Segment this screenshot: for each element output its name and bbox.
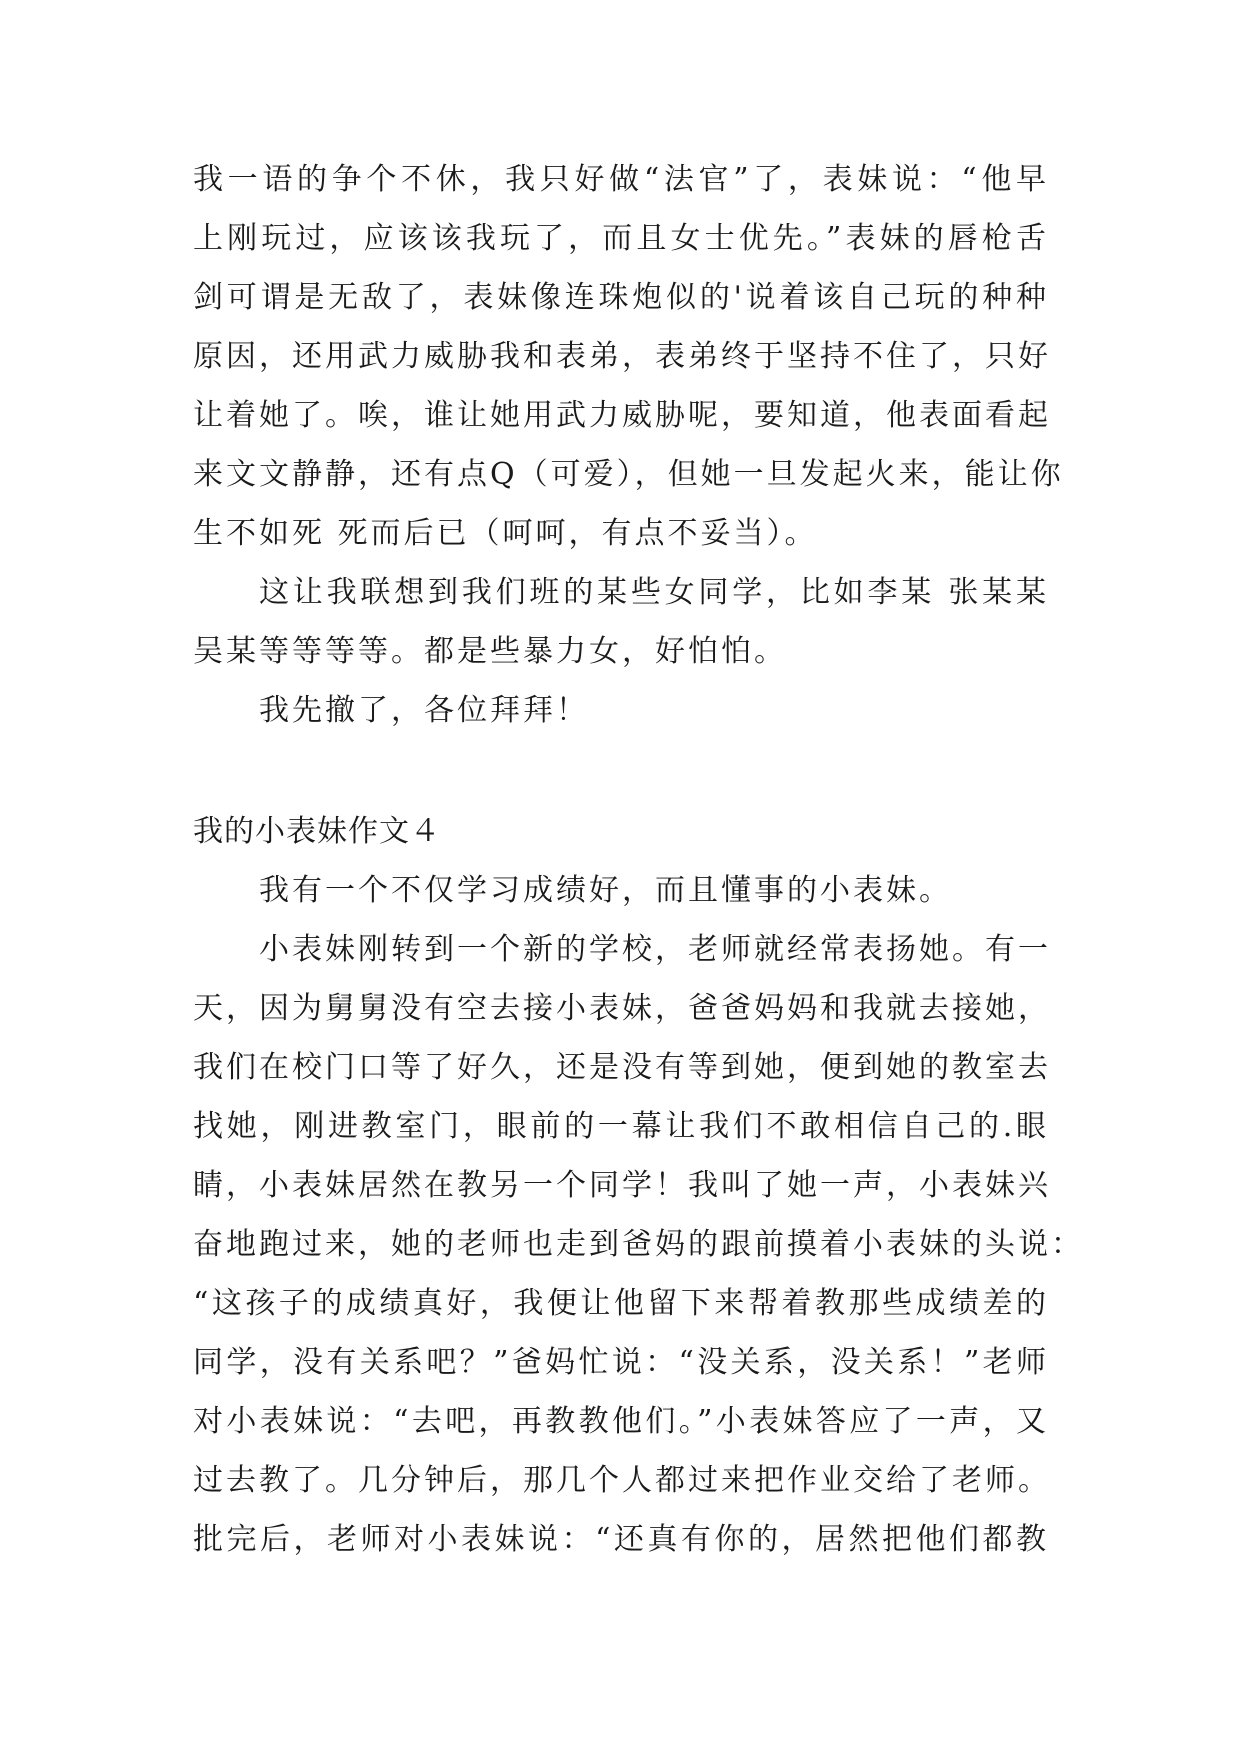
text-line: 吴某等等等等。都是些暴力女，好怕怕。 xyxy=(193,634,787,669)
text-line: 我们在校门口等了好久，还是没有等到她，便到她的教室去 xyxy=(193,1050,1051,1085)
text-line: 来文文静静，还有点Q（可爱），但她一旦发起火来，能让你 xyxy=(193,457,1064,492)
text-line: 原因，还用武力威胁我和表弟，表弟终于坚持不住了，只好 xyxy=(193,339,1051,374)
document-page xyxy=(193,150,1084,1569)
paragraph-3 xyxy=(193,681,1049,740)
text-line: 剑可谓是无敌了，表妹像连珠炮似的'说着该自己玩的种种 xyxy=(193,280,1049,315)
text-line: 找她，刚进教室门，眼前的一幕让我们不敢相信自己的.眼 xyxy=(193,1109,1049,1144)
text-line: 批完后，老师对小表妹说：“还真有你的，居然把他们都教 xyxy=(193,1522,1049,1557)
text-line: 这让我联想到我们班的某些女同学，比如李某 张某某 xyxy=(259,575,1049,610)
text-line: 生不如死 死而后已（呵呵，有点不妥当）。 xyxy=(193,516,818,551)
text-line: 上刚玩过，应该该我玩了，而且女士优先。”表妹的唇枪舌 xyxy=(193,221,1049,256)
text-line: 对小表妹说：“去吧，再教教他们。”小表妹答应了一声，又 xyxy=(193,1404,1049,1439)
text-line: 过去教了。几分钟后，那几个人都过来把作业交给了老师。 xyxy=(193,1463,1051,1498)
text-line: 睛，小表妹居然在教另一个同学！我叫了她一声，小表妹兴 xyxy=(193,1168,1051,1203)
text-line: 让着她了。唉，谁让她用武力威胁呢，要知道，他表面看起 xyxy=(193,398,1051,433)
paragraph-1 xyxy=(193,150,1064,563)
paragraph-4 xyxy=(193,861,1049,920)
text-line: 我有一个不仅学习成绩好，而且懂事的小表妹。 xyxy=(259,873,952,908)
text-line: “这孩子的成绩真好，我便让他留下来帮着教那些成绩差的 xyxy=(193,1286,1049,1321)
text-line: 同学，没有关系吧？”爸妈忙说：“没关系，没关系！”老师 xyxy=(193,1345,1049,1380)
text-line: 小表妹刚转到一个新的学校，老师就经常表扬她。有一 xyxy=(259,932,1051,967)
section-heading: 我的小表妹作文４ xyxy=(193,814,441,849)
text-line: 天，因为舅舅没有空去接小表妹，爸爸妈妈和我就去接她， xyxy=(193,991,1051,1026)
section-gap xyxy=(193,740,1049,802)
paragraph-5 xyxy=(193,920,1084,1569)
text-line: 我一语的争个不休，我只好做“法官”了，表妹说：“他早 xyxy=(193,162,1049,197)
paragraph-2 xyxy=(193,563,1049,681)
text-line: 奋地跑过来，她的老师也走到爸妈的跟前摸着小表妹的头说： xyxy=(193,1227,1084,1262)
text-line: 我先撤了，各位拜拜！ xyxy=(259,693,589,728)
